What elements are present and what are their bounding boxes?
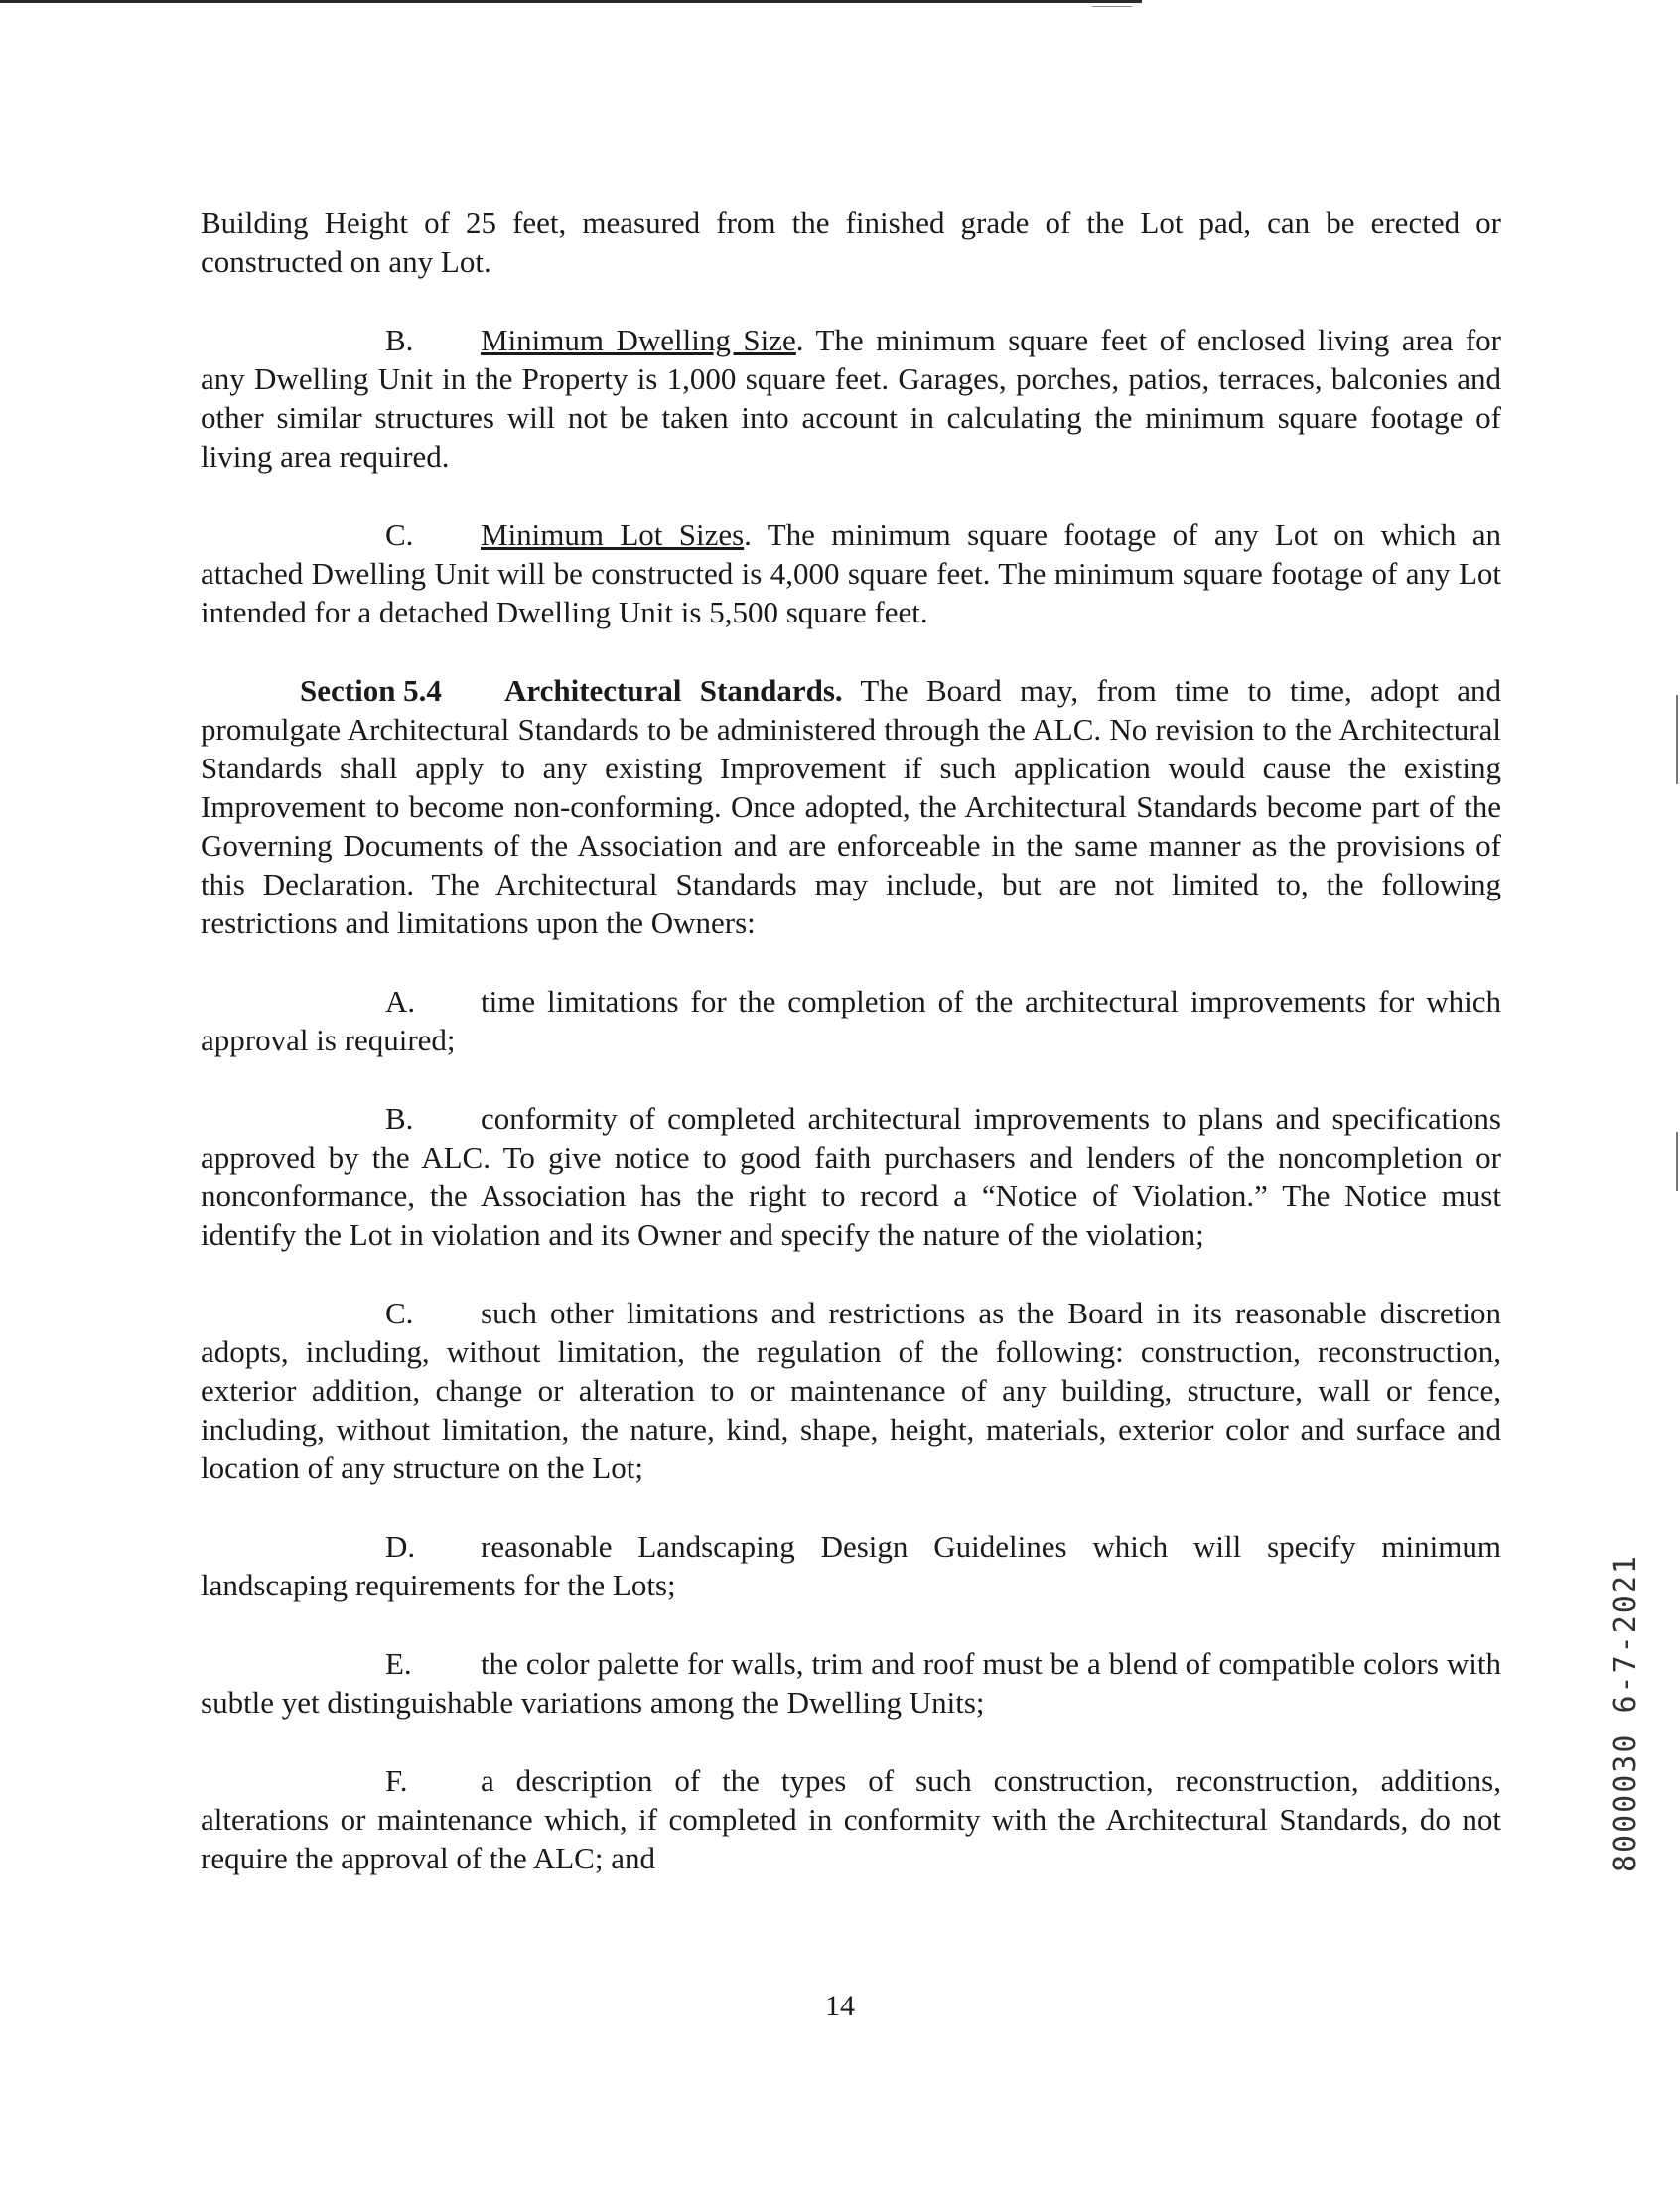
item-label: D. [385,1529,416,1564]
item-label: C. [385,517,414,552]
item-text: the color palette for walls, trim and roof must be a blend of compatible colors with subtle yet distinguishable variations among the Dwelling Units; [201,1646,1501,1720]
item-text: time limitations for the completion of the architectural improvements for which approval is required; [201,984,1501,1057]
list-item-f [201,1761,1501,1877]
recording-stamp [1587,1554,1676,1874]
recording-stamp-text: 8000030 6-7-2021 [1609,1554,1643,1872]
scan-edge-mark [1676,1132,1678,1191]
section-heading: Architectural Standards. [504,673,843,708]
item-heading: Minimum Dwelling Size [481,323,796,357]
item-label: A. [385,984,416,1019]
item-label: C. [385,1296,414,1330]
item-label: B. [385,323,414,357]
item-text: reasonable Landscaping Design Guidelines which will specify minimum landscaping requirements for the Lots; [201,1529,1501,1602]
list-item-d [201,1527,1501,1604]
paragraph-minimum-dwelling-size [201,321,1501,476]
scan-top-border [0,0,1142,3]
paragraph-minimum-lot-sizes [201,515,1501,631]
scan-edge-mark [1676,695,1678,784]
list-item-e [201,1644,1501,1722]
item-text: a description of the types of such construction, reconstruction, additions, alterations or maintenance which, if completed in conformity with the Architectural Standards, do not require the approval of the ALC; and [201,1763,1501,1875]
scan-top-border-tail [1092,6,1132,7]
item-text: such other limitations and restrictions as the Board in its reasonable discretion adopts, including, without limitation, the regulation of the following: construction, reconstruction, exterior addition, change or alteration to or maintenance of any building, structure, wall or fence, including, without limitation, the nature, kind, shape, height, materials, exterior color and surface and location of any structure on the Lot; [201,1296,1501,1485]
section-text: The Board may, from time to time, adopt and promulgate Architectural Standards to be administered through the ALC. No revision to the Architectural Standards shall apply to any existing Improvement if such application would cause the existing Improvement to become non-conforming. Once adopted, the Architectural Standards become part of the Governing Documents of the Association and are enforceable in the same manner as the provisions of this Declaration. The Architectural Standards may include, but are not limited to, the following restrictions and limitations upon the Owners: [201,673,1502,940]
paragraph-continuation: Building Height of 25 feet, measured from the finished grade of the Lot pad, can be erected or constructed on any Lot. [201,206,1501,279]
item-text: . The minimum square feet of enclosed living area for any Dwelling Unit in the Property is 1,000 square feet. Garages, porches, patios, terraces, balconies and other similar structures will not be taken into account in calculating the minimum square footage of living area required. [201,323,1501,474]
page-number: 14 [825,1990,855,2022]
section-5-4-architectural-standards [201,671,1501,942]
item-text: conformity of completed architectural improvements to plans and specifications approved by the ALC. To give notice to good faith purchasers and lenders of the noncompletion or nonconformance, the Association has the right to record a “Notice of Violation.” The Notice must identify the Lot in violation and its Owner and specify the nature of the violation; [201,1101,1501,1252]
list-item-c [201,1294,1501,1487]
item-label: E. [385,1646,412,1681]
document-body [201,204,1501,1877]
item-text: . The minimum square footage of any Lot on which an attached Dwelling Unit will be constructed is 4,000 square feet. The minimum square footage of any Lot intended for a detached Dwelling Unit is 5,500 square feet. [201,517,1501,629]
list-item-a [201,982,1501,1059]
item-heading: Minimum Lot Sizes [481,517,745,552]
item-label: F. [385,1763,408,1798]
section-number: Section 5.4 [300,673,442,708]
list-item-b [201,1099,1501,1254]
item-label: B. [385,1101,414,1136]
